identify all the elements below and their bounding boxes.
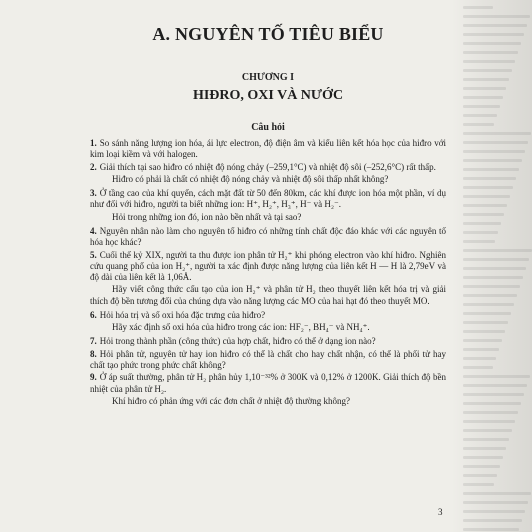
bleed-line	[463, 132, 531, 135]
bleed-line	[463, 222, 501, 225]
question-text: Khí hiđro có phản ứng với các đơn chất ở nhiệt độ thường không?	[112, 395, 350, 406]
bleed-line	[463, 294, 517, 297]
bleed-line	[463, 438, 509, 441]
bleed-line	[463, 267, 526, 270]
part-title: A. NGUYÊN TỐ TIÊU BIỂU	[152, 24, 384, 44]
question-paragraph	[90, 188, 446, 210]
bleed-line	[463, 339, 502, 342]
bleed-through-text	[455, 0, 532, 532]
bleed-line	[463, 240, 495, 243]
bleed-line	[463, 501, 528, 504]
bleed-line	[463, 510, 525, 513]
question-number: 1.	[90, 138, 97, 148]
question-number: 7.	[90, 336, 97, 347]
question-text: Hãy xác định số oxi hóa của hiđro trong các ion: HF₂⁻, BH₄⁻ và NH₄⁺.	[112, 322, 370, 333]
question-paragraph	[90, 349, 446, 371]
question-text: Nguyên nhân nào làm cho nguyên tố hiđro có những tính chất độc đáo khác với các nguyên tố hóa học khác?	[90, 225, 446, 248]
bleed-line	[463, 492, 531, 495]
bleed-line	[463, 429, 512, 432]
question-paragraph	[90, 138, 446, 160]
bleed-line	[463, 60, 515, 63]
bleed-line	[463, 96, 503, 99]
bleed-line	[463, 330, 505, 333]
question-text: Hãy viết công thức cấu tạo của ion H₂⁺ và phân tử H₂ theo thuyết liên kết hóa trị và giải thích độ bền tương đối của chúng dựa vào năng lượng các MO của hai hạt đó theo thuyết MO.	[90, 284, 446, 306]
bleed-line	[463, 168, 519, 171]
bleed-line	[463, 213, 504, 216]
bleed-line	[463, 33, 524, 36]
bleed-line	[463, 357, 496, 360]
chapter-label: CHƯƠNG I	[241, 72, 295, 83]
bleed-line	[463, 474, 497, 477]
bleed-line	[463, 402, 521, 405]
question-number: 8.	[90, 348, 97, 359]
question-paragraph	[90, 336, 446, 347]
bleed-line	[463, 159, 522, 162]
bleed-line	[463, 447, 506, 450]
question-paragraph	[90, 372, 446, 394]
bleed-line	[463, 69, 512, 72]
bleed-line	[463, 483, 494, 486]
bleed-line	[463, 24, 527, 27]
bleed-line	[463, 42, 521, 45]
bleed-line	[463, 177, 516, 180]
bleed-line	[463, 321, 508, 324]
bleed-line	[463, 87, 506, 90]
bleed-line	[463, 465, 500, 468]
bleed-line	[463, 366, 493, 369]
question-number: 4.	[90, 225, 97, 236]
question-text: Hỏi phân tử, nguyên tử hay ion hiđro có thể là chất cho hay chất nhận, có thể là phối tử hay chất tạo phức trong phức chất không?	[90, 348, 446, 370]
bleed-line	[463, 114, 497, 117]
question-paragraph	[90, 284, 446, 306]
bleed-line	[463, 276, 523, 279]
bleed-line	[463, 15, 530, 18]
question-text: Giải thích tại sao hiđro có nhiệt độ nóng chảy (–259,1°C) và nhiệt độ sôi (–252,6°C) rất thấp.	[99, 161, 436, 172]
bleed-line	[463, 528, 519, 531]
question-number: 6.	[90, 309, 97, 320]
question-text: Hiđro có phải là chất có nhiệt độ nóng chảy và nhiệt độ sôi thấp nhất không?	[112, 173, 389, 184]
question-text: Hỏi trong những ion đó, ion nào bền nhất và tại sao?	[112, 211, 302, 222]
bleed-line	[463, 186, 513, 189]
bleed-line	[463, 258, 529, 261]
bleed-line	[463, 384, 527, 387]
question-paragraph	[90, 212, 446, 223]
bleed-line	[463, 249, 532, 252]
bleed-line	[463, 78, 509, 81]
bleed-line	[463, 195, 510, 198]
bleed-line	[463, 303, 514, 306]
bleed-line	[463, 411, 518, 414]
section-title: Câu hỏi	[251, 122, 285, 133]
question-paragraph	[90, 174, 446, 185]
bleed-line	[463, 150, 525, 153]
bleed-line	[463, 519, 522, 522]
question-list	[90, 138, 446, 410]
question-paragraph	[90, 396, 446, 407]
page-number: 3	[438, 507, 443, 517]
bleed-line	[463, 231, 498, 234]
question-text: Ở áp suất thường, phân tử H₂ phân hủy 1,10⁻³²% ở 300K và 0,12% ở 1200K. Giải thích độ bền nhiệt của phân tử H₂.	[90, 372, 446, 394]
bleed-line	[463, 51, 518, 54]
question-paragraph	[90, 310, 446, 321]
question-text: Ở tầng cao của khí quyển, cách mặt đất từ 50 đến 80km, các khí được ion hóa một phần, ví dụ như đối với hiđro, người ta biết những ion: H⁺, H₂⁺, H₃⁺, H⁻ và H₂⁻.	[90, 188, 446, 210]
question-text: Hỏi trong thành phần (công thức) của hợp chất, hiđro có thể ở dạng ion nào?	[99, 336, 376, 347]
bleed-line	[463, 204, 507, 207]
bleed-line	[463, 456, 503, 459]
bleed-line	[463, 312, 511, 315]
bleed-line	[463, 375, 530, 378]
bleed-line	[463, 141, 528, 144]
question-number: 9.	[90, 372, 97, 383]
question-number: 2.	[90, 161, 97, 172]
bleed-line	[463, 420, 515, 423]
question-text: Cuối thế kỷ XIX, người ta thu được ion phân tử H₂⁺ khi phóng electron vào khí hiđro. Nghiên cứu quang phổ của ion H₂⁺, người ta xác định được năng lượng của liên kết H — H là 2,79eV và độ dài của liên kết là 1,06Å.	[90, 249, 446, 282]
bleed-line	[463, 393, 524, 396]
question-paragraph	[90, 162, 446, 173]
bleed-line	[463, 348, 499, 351]
question-text: So sánh năng lượng ion hóa, ái lực electron, độ điện âm và kiểu liên kết hóa học của hiđro với kim loại kiềm và với halogen.	[90, 138, 446, 160]
bleed-line	[463, 123, 494, 126]
question-number: 5.	[90, 249, 97, 260]
chapter-title: HIĐRO, OXI VÀ NƯỚC	[192, 88, 344, 103]
question-number: 3.	[90, 188, 97, 199]
bleed-line	[463, 105, 500, 108]
question-paragraph	[90, 226, 446, 248]
question-paragraph	[90, 322, 446, 333]
bleed-line	[463, 6, 493, 9]
question-paragraph	[90, 250, 446, 284]
question-text: Hỏi hóa trị và số oxi hóa đặc trưng của hiđro?	[99, 309, 266, 320]
bleed-line	[463, 285, 520, 288]
